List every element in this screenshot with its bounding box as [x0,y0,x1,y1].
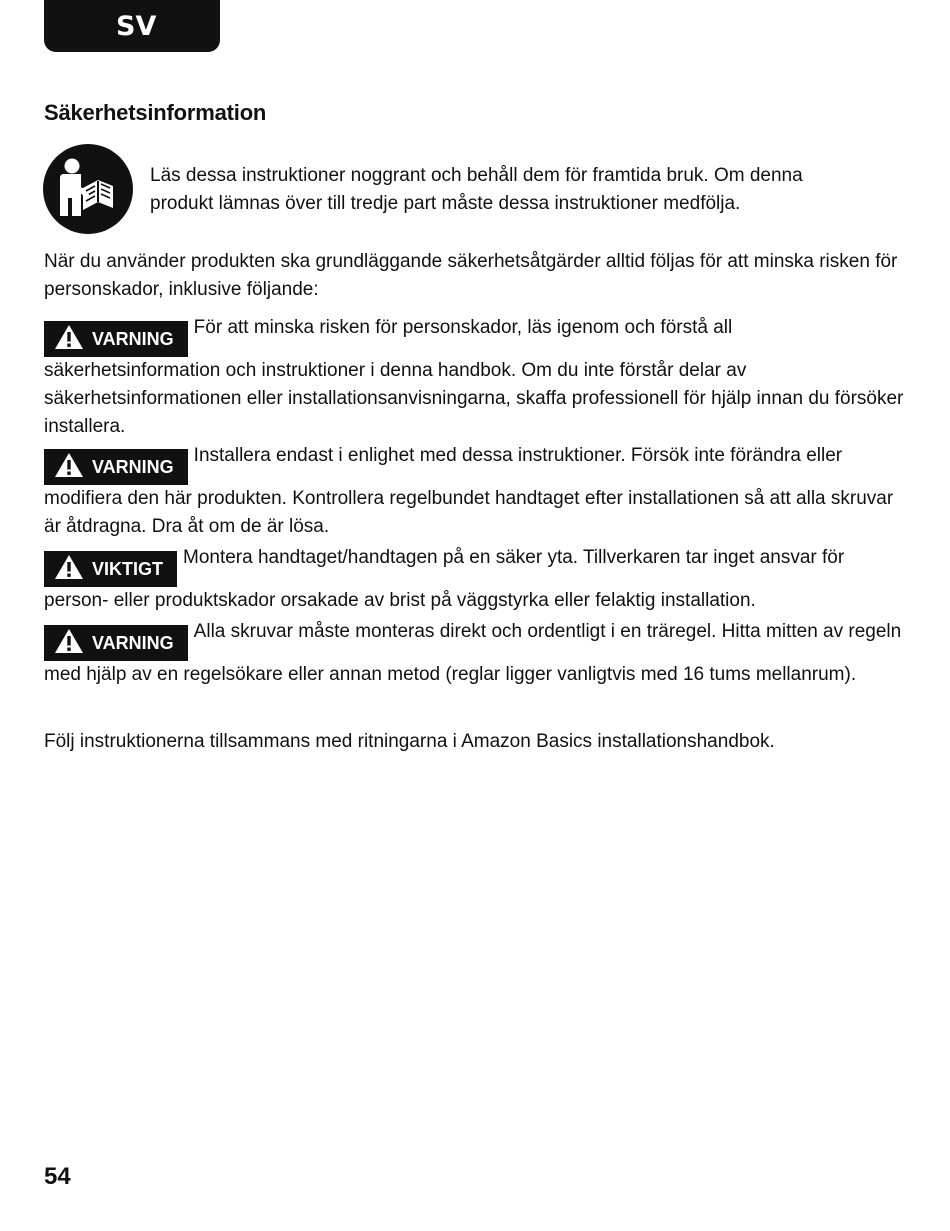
important-label: VIKTIGT [92,559,163,579]
language-tab: SV [44,0,220,52]
warning-label: VARNING [92,633,174,653]
warning-block [44,314,904,441]
warning-text: Installera endast i enlighet med dessa instruktioner. Försök inte förändra eller modifiera den här produkten. Kontrollera regelbundet handtaget efter installationen så att alla skruvar är åtdragna. Dra åt om de är lösa. [44,445,894,537]
page-number: 54 [44,1163,71,1190]
warning-badge [44,625,188,661]
warning-label: VARNING [92,329,174,349]
intro-text: Läs dessa instruktioner noggrant och behåll dem för framtida bruk. Om denna produkt lämnas över till tredje part måste dessa instruktioner medfölja. [150,165,803,214]
follow-instructions-text: Följ instruktionerna tillsammans med ritningarna i Amazon Basics installationshandbok. [44,731,775,752]
section-title: Säkerhetsinformation [44,100,267,125]
general-safety-text: När du använder produkten ska grundläggande säkerhetsåtgärder alltid följas för att minska risken för personskador, inklusive följande: [44,251,898,300]
warning-label: VARNING [92,457,174,477]
warning-triangle-icon [54,452,84,478]
important-block [44,544,904,615]
read-manual-icon [43,144,133,234]
warning-block [44,618,904,689]
warning-badge [44,449,188,485]
warning-triangle-icon [54,628,84,654]
warning-text: För att minska risken för personskador, läs igenom och förstå all säkerhetsinformation och instruktioner i denna handbok. Om du inte förstår delar av säkerhetsinformationen eller installationsanvisningarna, skaffa professionell för hjälp innan du försöker installera. [44,317,904,437]
warning-triangle-icon [54,554,84,580]
important-badge [44,551,177,587]
warning-text: Alla skruvar måste monteras direkt och ordentligt i en träregel. Hitta mitten av regeln med hjälp av en regelsökare eller annan metod (reglar ligger vanligtvis med 16 tums mellanrum). [44,621,902,685]
important-text: Montera handtaget/handtagen på en säker yta. Tillverkaren tar inget ansvar för person- eller produktskador orsakade av brist på väggstyrka eller felaktig installation. [44,547,845,611]
warning-triangle-icon [54,324,84,350]
warning-badge [44,321,188,357]
warning-block [44,442,904,541]
